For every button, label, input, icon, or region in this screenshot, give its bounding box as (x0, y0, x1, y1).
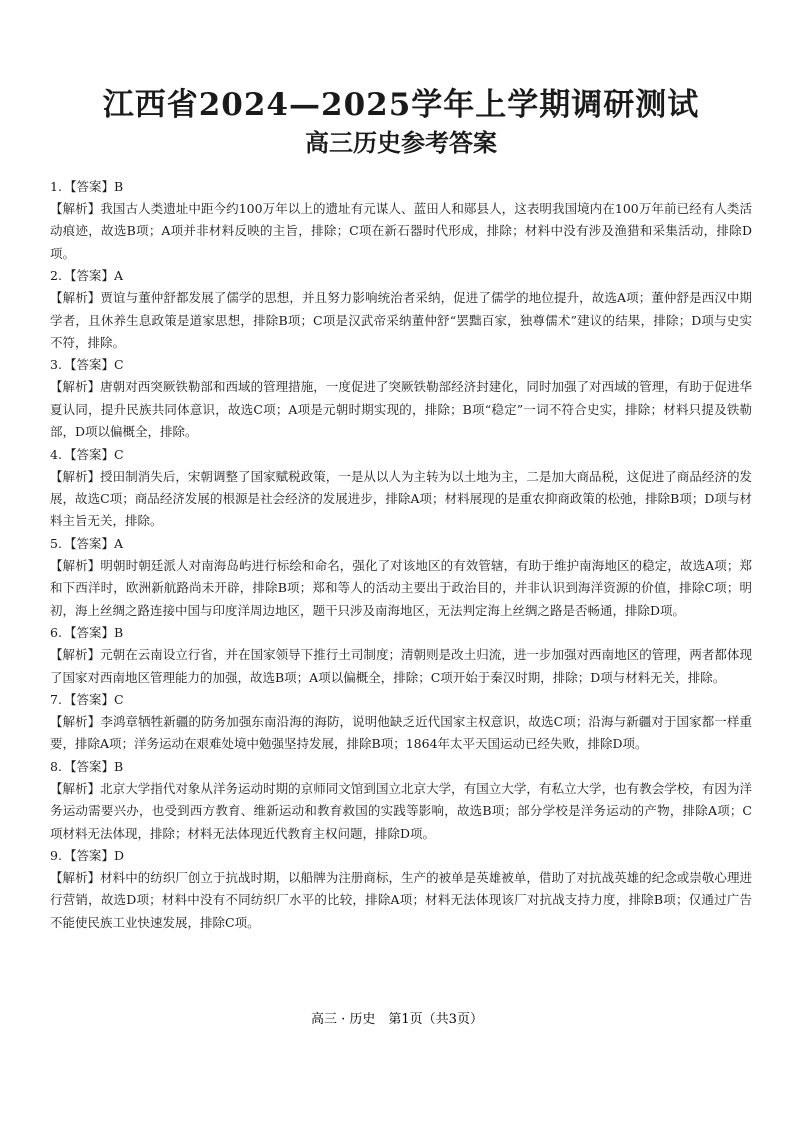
explanation-text: 【解析】材料中的纺织厂创立于抗战时期，以船牌为注册商标，生产的被单是英雄被单，借助了对抗战英雄的纪念或崇敬心理进行营销，故选D项；材料中没有不同纺织厂水平的比较，排除A项；材料无法体现该厂对抗战支持力度，排除B项；仅通过广告不能使民族工业快速发展，排除C项。 (50, 869, 752, 930)
question-number: 4. (50, 446, 62, 462)
answer-line (50, 176, 752, 198)
question-number: 7. (50, 691, 62, 707)
explanation-text: 【解析】贾谊与董仲舒都发展了儒学的思想，并且努力影响统治者采纳，促进了儒学的地位提升，故选A项；董仲舒是西汉中期学者，且休养生息政策是道家思想，排除B项；C项是汉武帝采纳董仲舒“罢黜百家，独尊儒术”建议的结果，排除；D项与史实不符，排除。 (50, 290, 752, 351)
answer-line (50, 444, 752, 466)
answer-text: 【答案】A (64, 535, 124, 551)
page-subtitle: 高三历史参考答案 (305, 128, 497, 157)
question-number: 8. (50, 758, 62, 774)
answer-line (50, 689, 752, 711)
answer-line (50, 533, 752, 555)
explanation-text: 【解析】我国古人类遗址中距今约100万年以上的遗址有元谋人、蓝田人和郧县人，这表明我国境内在100万年前已经有人类活动痕迹，故选B项；A项并非材料反映的主旨，排除；C项在新石器时代形成，排除；材料中没有涉及渔猎和采集活动，排除D项。 (50, 201, 752, 261)
answer-text: 【答案】B (64, 625, 124, 641)
question-number: 2. (50, 268, 62, 284)
question-item-6 (50, 622, 752, 689)
answer-text: 【答案】B (64, 758, 124, 774)
answer-text: 【答案】C (64, 446, 124, 462)
question-number: 6. (50, 625, 62, 641)
answer-line (50, 622, 752, 644)
question-item-3 (50, 354, 752, 443)
question-item-9 (50, 845, 752, 934)
answer-text: 【答案】C (64, 691, 124, 707)
question-item-8 (50, 756, 752, 845)
answer-text: 【答案】C (64, 357, 124, 373)
question-number: 1. (50, 179, 62, 194)
answer-line (50, 265, 752, 287)
question-item-7 (50, 689, 752, 756)
answer-text: 【答案】B (64, 179, 124, 194)
answer-line (50, 354, 752, 376)
page-title: 江西省2024—2025学年上学期调研测试 (102, 87, 700, 123)
question-number: 9. (50, 847, 62, 863)
question-number: 3. (50, 357, 62, 373)
answer-text: 【答案】A (64, 268, 124, 284)
question-item-5 (50, 533, 752, 622)
explanation-text: 【解析】李鸿章牺牲新疆的防务加强东南沿海的海防，说明他缺乏近代国家主权意识，故选C项；沿海与新疆对于国家都一样重要，排除A项；洋务运动在艰难处境中勉强坚持发展，排除B项；1864年太平天国运动已经失败，排除D项。 (50, 713, 752, 752)
question-number: 5. (50, 535, 62, 551)
explanation-text: 【解析】元朝在云南设立行省，并在国家领导下推行土司制度；清朝则是改土归流，进一步加强对西南地区的管理，两者都体现了国家对西南地区管理能力的加强，故选B项；A项以偏概全，排除；C项开始于秦汉时期，排除；D项与材料无关，排除。 (50, 647, 752, 685)
question-item-4 (50, 444, 752, 533)
answer-line (50, 756, 752, 778)
question-list (50, 176, 752, 934)
answer-line (50, 845, 752, 867)
explanation-text: 【解析】北京大学指代对象从洋务运动时期的京师同文馆到国立北京大学，有国立大学，有私立大学，也有教会学校，有因为洋务运动需要兴办，也受到西方教育、维新运动和教育救国的实践等影响，故选B项；部分学校是洋务运动的产物，排除A项；C项材料无法体现，排除；材料无法体现近代教育主权问题，排除D项。 (50, 780, 752, 841)
explanation-text: 【解析】明朝时朝廷派人对南海岛屿进行标绘和命名，强化了对该地区的有效管辖，有助于维护南海地区的稳定，故选A项；郑和下西洋时，欧洲新航路尚未开辟，排除B项；郑和等人的活动主要出于政治目的，并非认识到海洋资源的价值，排除C项；明初，海上丝绸之路连接中国与印度洋周边地区，题干只涉及南海地区，无法判定海上丝绸之路是否畅通，排除D项。 (50, 557, 752, 618)
answer-text: 【答案】D (64, 847, 125, 863)
question-item-1 (50, 176, 752, 265)
question-item-2 (50, 265, 752, 354)
page-footer: 高三 · 历史 第1页（共3页） (311, 1012, 483, 1027)
explanation-text: 【解析】唐朝对西突厥铁勒部和西域的管理措施，一度促进了突厥铁勒部经济封建化，同时加强了对西域的管理，有助于促进华夏认同，提升民族共同体意识，故选C项；A项是元朝时期实现的，排除；B项“稳定”一词不符合史实，排除；材料只提及铁勒部，D项以偏概全，排除。 (50, 379, 752, 440)
explanation-text: 【解析】授田制消失后，宋朝调整了国家赋税政策，一是从以人为主转为以土地为主，二是加大商品税，这促进了商品经济的发展，故选C项；商品经济发展的根源是社会经济的发展进步，排除A项；材料展现的是重农抑商政策的松弛，排除B项；D项与材料主旨无关，排除。 (50, 468, 752, 529)
